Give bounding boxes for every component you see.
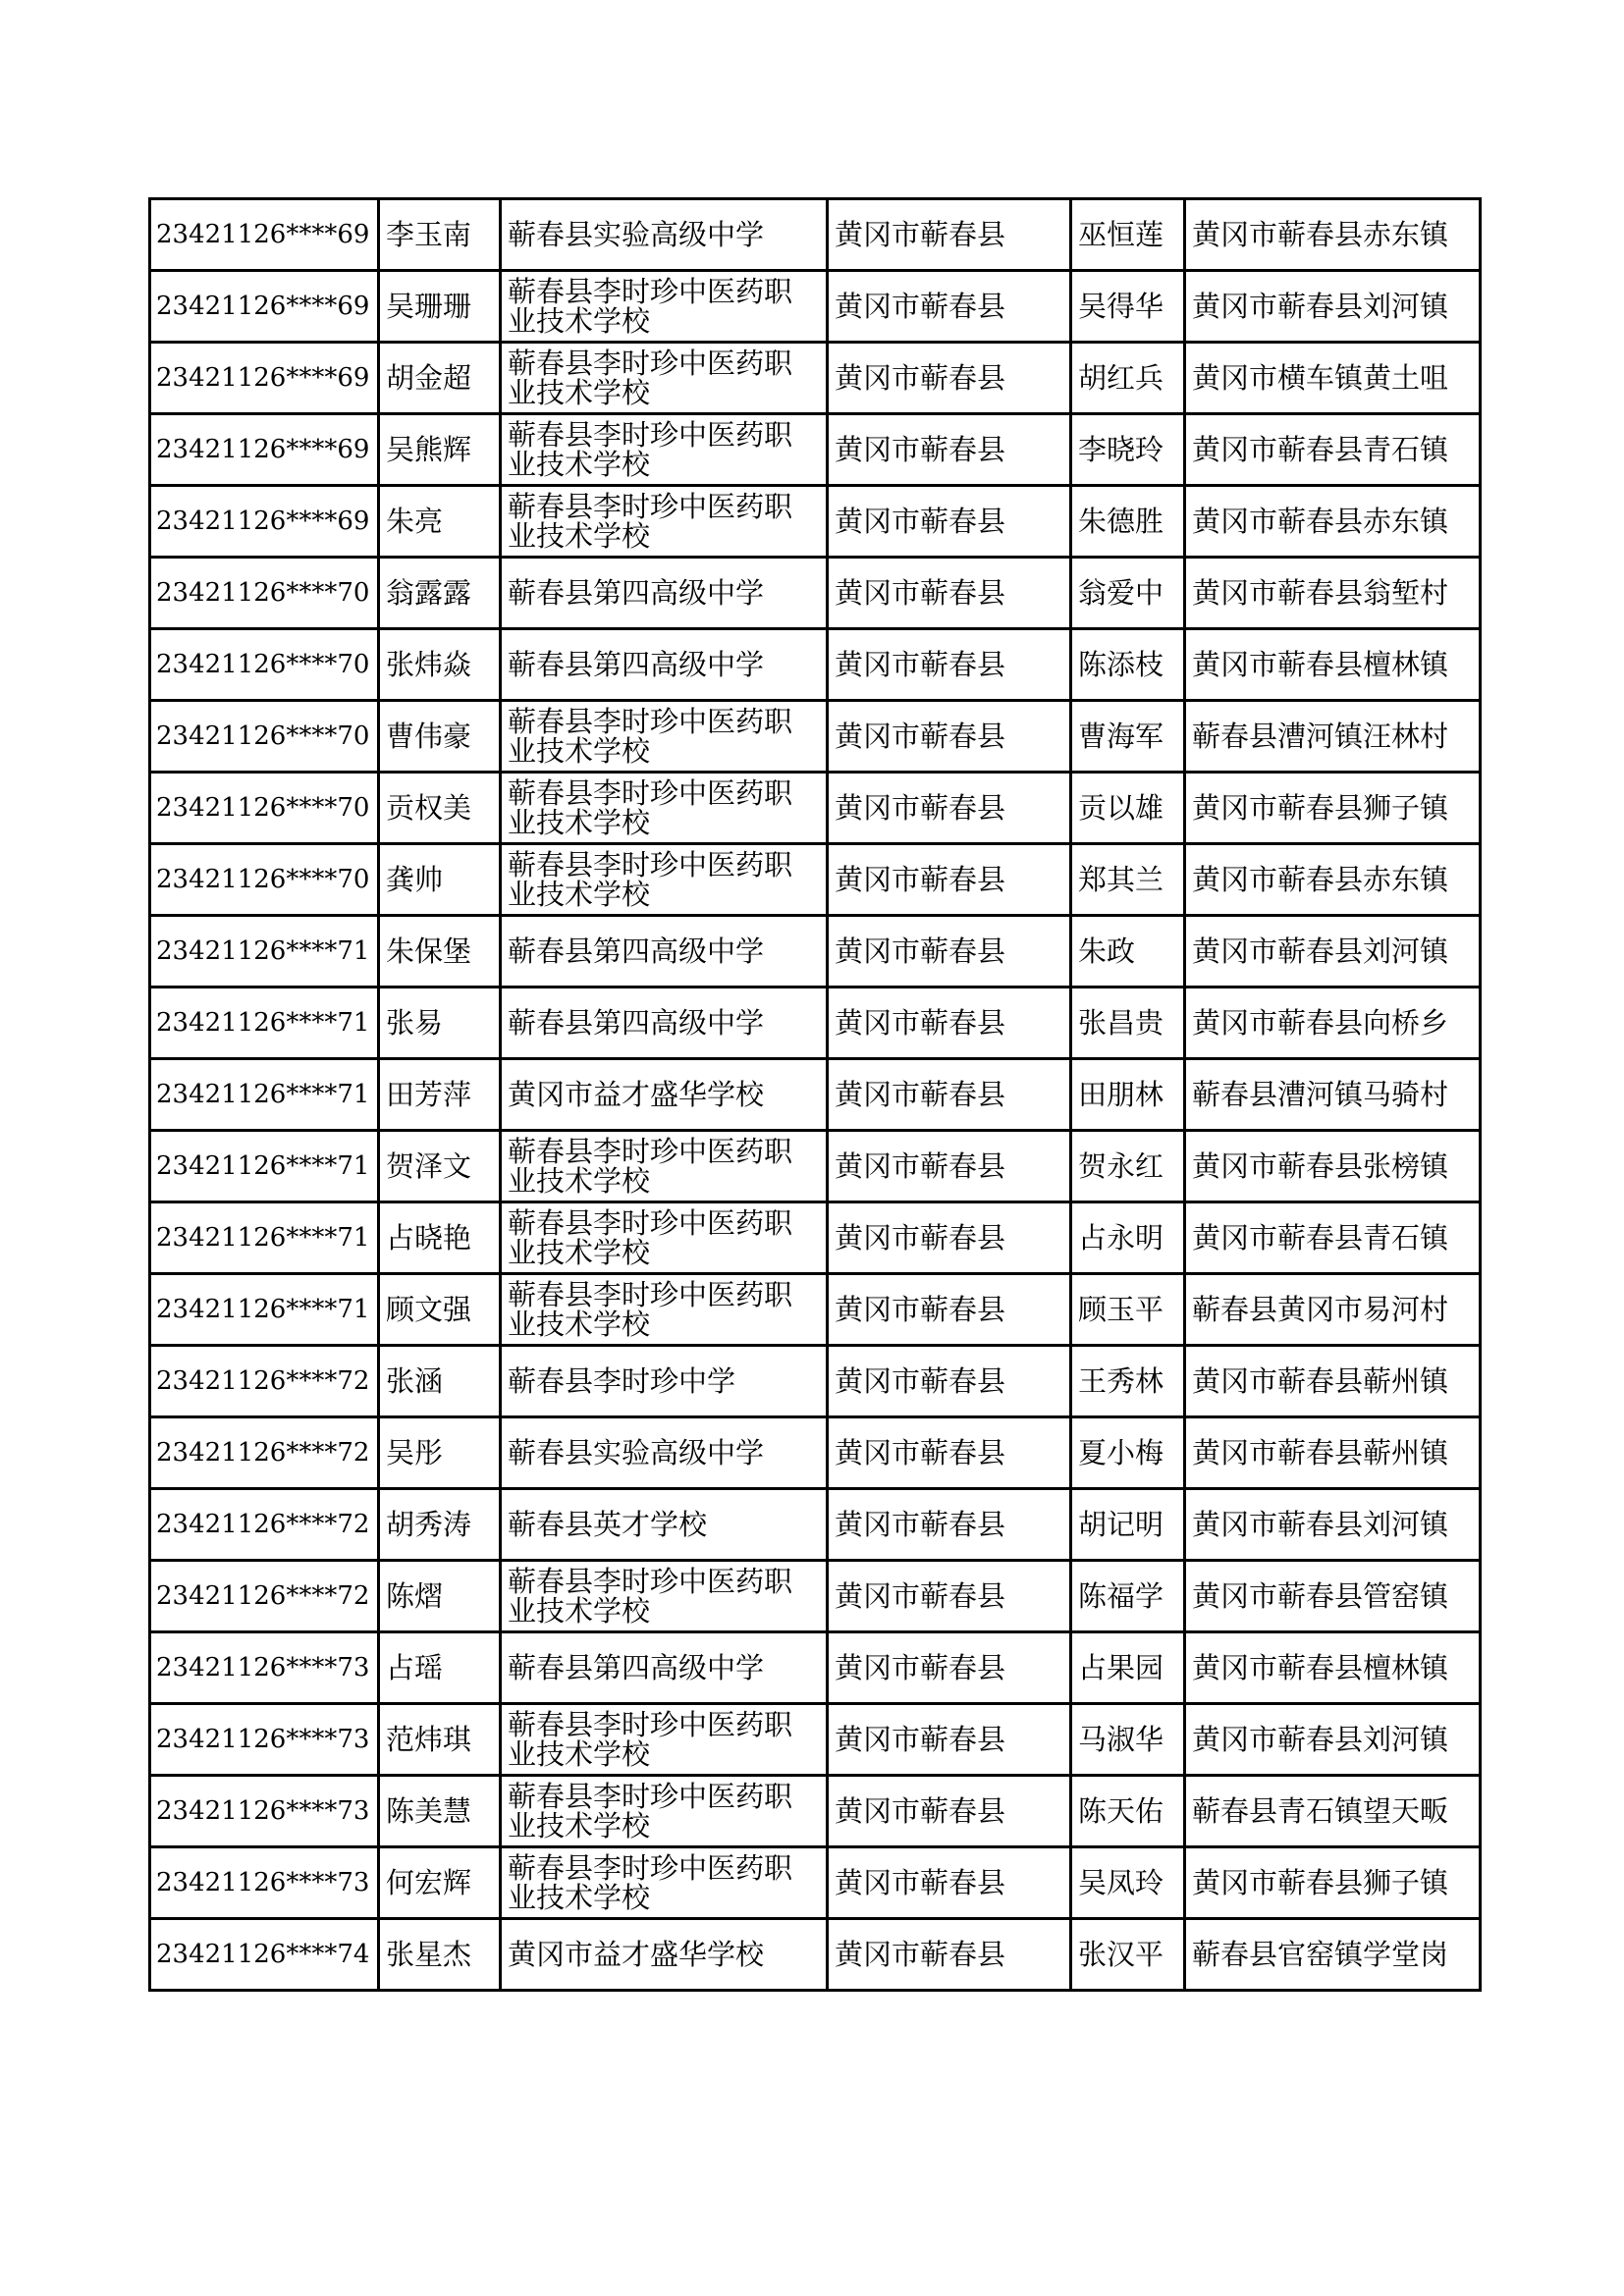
guardian-name-cell: 张昌贵 <box>1071 988 1185 1059</box>
address-cell: 黄冈市蕲春县檀林镇 <box>1185 1632 1481 1704</box>
registration-number-cell: 23421126****71 <box>150 1202 379 1274</box>
region-cell: 黄冈市蕲春县 <box>828 1704 1071 1776</box>
region-cell: 黄冈市蕲春县 <box>828 1776 1071 1847</box>
table-row <box>150 414 1481 486</box>
address-cell: 黄冈市蕲春县向桥乡 <box>1185 988 1481 1059</box>
table-row <box>150 1632 1481 1704</box>
region-cell: 黄冈市蕲春县 <box>828 1847 1071 1919</box>
student-name-cell: 吴珊珊 <box>379 271 501 343</box>
table-row <box>150 773 1481 844</box>
region-cell: 黄冈市蕲春县 <box>828 1131 1071 1202</box>
registration-number-cell: 23421126****72 <box>150 1346 379 1417</box>
address-cell: 黄冈市蕲春县刘河镇 <box>1185 271 1481 343</box>
guardian-name-cell: 巫恒莲 <box>1071 199 1185 271</box>
registration-number-cell: 23421126****69 <box>150 486 379 558</box>
school-cell: 蕲春县实验高级中学 <box>501 199 828 271</box>
registration-number-cell: 23421126****70 <box>150 629 379 701</box>
registration-number-cell: 23421126****73 <box>150 1704 379 1776</box>
region-cell: 黄冈市蕲春县 <box>828 199 1071 271</box>
table-row <box>150 486 1481 558</box>
region-cell: 黄冈市蕲春县 <box>828 988 1071 1059</box>
registration-number-cell: 23421126****69 <box>150 343 379 414</box>
student-name-cell: 陈熠 <box>379 1561 501 1632</box>
school-cell: 蕲春县李时珍中医药职业技术学校 <box>501 1847 828 1919</box>
student-name-cell: 贡权美 <box>379 773 501 844</box>
student-name-cell: 陈美慧 <box>379 1776 501 1847</box>
table-row <box>150 629 1481 701</box>
registration-number-cell: 23421126****73 <box>150 1847 379 1919</box>
student-name-cell: 吴彤 <box>379 1417 501 1489</box>
student-name-cell: 吴熊辉 <box>379 414 501 486</box>
region-cell: 黄冈市蕲春县 <box>828 1274 1071 1346</box>
registration-number-cell: 23421126****72 <box>150 1489 379 1561</box>
guardian-name-cell: 朱政 <box>1071 916 1185 988</box>
school-cell: 蕲春县李时珍中医药职业技术学校 <box>501 486 828 558</box>
guardian-name-cell: 田朋林 <box>1071 1059 1185 1131</box>
records-table-body <box>150 199 1481 1991</box>
school-cell: 蕲春县实验高级中学 <box>501 1417 828 1489</box>
address-cell: 黄冈市蕲春县檀林镇 <box>1185 629 1481 701</box>
address-cell: 黄冈市横车镇黄土咀 <box>1185 343 1481 414</box>
guardian-name-cell: 胡记明 <box>1071 1489 1185 1561</box>
student-name-cell: 张易 <box>379 988 501 1059</box>
guardian-name-cell: 曹海军 <box>1071 701 1185 773</box>
guardian-name-cell: 吴凤玲 <box>1071 1847 1185 1919</box>
student-name-cell: 张星杰 <box>379 1919 501 1991</box>
school-cell: 蕲春县李时珍中医药职业技术学校 <box>501 1561 828 1632</box>
guardian-name-cell: 吴得华 <box>1071 271 1185 343</box>
region-cell: 黄冈市蕲春县 <box>828 486 1071 558</box>
address-cell: 黄冈市蕲春县青石镇 <box>1185 1202 1481 1274</box>
registration-number-cell: 23421126****69 <box>150 199 379 271</box>
region-cell: 黄冈市蕲春县 <box>828 1346 1071 1417</box>
region-cell: 黄冈市蕲春县 <box>828 916 1071 988</box>
table-row <box>150 1417 1481 1489</box>
table-row <box>150 701 1481 773</box>
guardian-name-cell: 李晓玲 <box>1071 414 1185 486</box>
guardian-name-cell: 陈福学 <box>1071 1561 1185 1632</box>
table-row <box>150 844 1481 916</box>
registration-number-cell: 23421126****70 <box>150 558 379 629</box>
address-cell: 黄冈市蕲春县蕲州镇 <box>1185 1417 1481 1489</box>
school-cell: 蕲春县李时珍中医药职业技术学校 <box>501 343 828 414</box>
student-name-cell: 范炜琪 <box>379 1704 501 1776</box>
student-name-cell: 贺泽文 <box>379 1131 501 1202</box>
guardian-name-cell: 占永明 <box>1071 1202 1185 1274</box>
student-name-cell: 龚帅 <box>379 844 501 916</box>
guardian-name-cell: 郑其兰 <box>1071 844 1185 916</box>
table-row <box>150 1202 1481 1274</box>
address-cell: 黄冈市蕲春县青石镇 <box>1185 414 1481 486</box>
region-cell: 黄冈市蕲春县 <box>828 1632 1071 1704</box>
region-cell: 黄冈市蕲春县 <box>828 558 1071 629</box>
school-cell: 蕲春县李时珍中学 <box>501 1346 828 1417</box>
region-cell: 黄冈市蕲春县 <box>828 1059 1071 1131</box>
school-cell: 蕲春县第四高级中学 <box>501 988 828 1059</box>
address-cell: 黄冈市蕲春县刘河镇 <box>1185 1704 1481 1776</box>
table-row <box>150 199 1481 271</box>
school-cell: 蕲春县李时珍中医药职业技术学校 <box>501 1704 828 1776</box>
student-name-cell: 张炜焱 <box>379 629 501 701</box>
registration-number-cell: 23421126****70 <box>150 701 379 773</box>
registration-number-cell: 23421126****73 <box>150 1776 379 1847</box>
school-cell: 蕲春县李时珍中医药职业技术学校 <box>501 701 828 773</box>
school-cell: 黄冈市益才盛华学校 <box>501 1059 828 1131</box>
guardian-name-cell: 顾玉平 <box>1071 1274 1185 1346</box>
guardian-name-cell: 陈添枝 <box>1071 629 1185 701</box>
school-cell: 蕲春县李时珍中医药职业技术学校 <box>501 271 828 343</box>
student-name-cell: 朱保堡 <box>379 916 501 988</box>
school-cell: 蕲春县李时珍中医药职业技术学校 <box>501 1274 828 1346</box>
address-cell: 黄冈市蕲春县赤东镇 <box>1185 486 1481 558</box>
school-cell: 蕲春县第四高级中学 <box>501 558 828 629</box>
registration-number-cell: 23421126****69 <box>150 271 379 343</box>
table-row <box>150 988 1481 1059</box>
student-name-cell: 翁露露 <box>379 558 501 629</box>
table-row <box>150 1489 1481 1561</box>
table-row <box>150 1274 1481 1346</box>
guardian-name-cell: 王秀林 <box>1071 1346 1185 1417</box>
registration-number-cell: 23421126****74 <box>150 1919 379 1991</box>
student-name-cell: 朱亮 <box>379 486 501 558</box>
address-cell: 蕲春县漕河镇马骑村 <box>1185 1059 1481 1131</box>
address-cell: 黄冈市蕲春县赤东镇 <box>1185 844 1481 916</box>
records-table <box>148 197 1482 1992</box>
registration-number-cell: 23421126****73 <box>150 1632 379 1704</box>
school-cell: 蕲春县李时珍中医药职业技术学校 <box>501 773 828 844</box>
registration-number-cell: 23421126****70 <box>150 773 379 844</box>
guardian-name-cell: 胡红兵 <box>1071 343 1185 414</box>
region-cell: 黄冈市蕲春县 <box>828 343 1071 414</box>
school-cell: 蕲春县李时珍中医药职业技术学校 <box>501 1131 828 1202</box>
address-cell: 蕲春县官窑镇学堂岗 <box>1185 1919 1481 1991</box>
student-name-cell: 何宏辉 <box>379 1847 501 1919</box>
school-cell: 蕲春县李时珍中医药职业技术学校 <box>501 1202 828 1274</box>
guardian-name-cell: 马淑华 <box>1071 1704 1185 1776</box>
student-name-cell: 胡秀涛 <box>379 1489 501 1561</box>
table-row <box>150 916 1481 988</box>
table-row <box>150 1776 1481 1847</box>
guardian-name-cell: 贡以雄 <box>1071 773 1185 844</box>
registration-number-cell: 23421126****72 <box>150 1561 379 1632</box>
table-row <box>150 1346 1481 1417</box>
student-name-cell: 胡金超 <box>379 343 501 414</box>
region-cell: 黄冈市蕲春县 <box>828 1417 1071 1489</box>
address-cell: 黄冈市蕲春县管窑镇 <box>1185 1561 1481 1632</box>
address-cell: 黄冈市蕲春县狮子镇 <box>1185 773 1481 844</box>
table-row <box>150 1131 1481 1202</box>
table-row <box>150 343 1481 414</box>
guardian-name-cell: 朱德胜 <box>1071 486 1185 558</box>
region-cell: 黄冈市蕲春县 <box>828 414 1071 486</box>
region-cell: 黄冈市蕲春县 <box>828 271 1071 343</box>
guardian-name-cell: 占果园 <box>1071 1632 1185 1704</box>
school-cell: 蕲春县英才学校 <box>501 1489 828 1561</box>
student-name-cell: 曹伟豪 <box>379 701 501 773</box>
school-cell: 蕲春县李时珍中医药职业技术学校 <box>501 414 828 486</box>
region-cell: 黄冈市蕲春县 <box>828 629 1071 701</box>
address-cell: 黄冈市蕲春县张榜镇 <box>1185 1131 1481 1202</box>
table-row <box>150 271 1481 343</box>
guardian-name-cell: 翁爱中 <box>1071 558 1185 629</box>
address-cell: 蕲春县黄冈市易河村 <box>1185 1274 1481 1346</box>
region-cell: 黄冈市蕲春县 <box>828 1489 1071 1561</box>
registration-number-cell: 23421126****72 <box>150 1417 379 1489</box>
student-name-cell: 田芳萍 <box>379 1059 501 1131</box>
region-cell: 黄冈市蕲春县 <box>828 1202 1071 1274</box>
table-row <box>150 1847 1481 1919</box>
student-name-cell: 占瑶 <box>379 1632 501 1704</box>
address-cell: 黄冈市蕲春县翁堑村 <box>1185 558 1481 629</box>
student-name-cell: 李玉南 <box>379 199 501 271</box>
registration-number-cell: 23421126****71 <box>150 1274 379 1346</box>
table-row <box>150 1561 1481 1632</box>
registration-number-cell: 23421126****71 <box>150 988 379 1059</box>
address-cell: 黄冈市蕲春县刘河镇 <box>1185 1489 1481 1561</box>
table-row <box>150 1704 1481 1776</box>
region-cell: 黄冈市蕲春县 <box>828 844 1071 916</box>
guardian-name-cell: 贺永红 <box>1071 1131 1185 1202</box>
student-name-cell: 张涵 <box>379 1346 501 1417</box>
school-cell: 蕲春县第四高级中学 <box>501 1632 828 1704</box>
school-cell: 蕲春县第四高级中学 <box>501 916 828 988</box>
address-cell: 蕲春县青石镇望天畈 <box>1185 1776 1481 1847</box>
address-cell: 黄冈市蕲春县狮子镇 <box>1185 1847 1481 1919</box>
table-row <box>150 1059 1481 1131</box>
registration-number-cell: 23421126****71 <box>150 1131 379 1202</box>
address-cell: 黄冈市蕲春县赤东镇 <box>1185 199 1481 271</box>
table-row <box>150 1919 1481 1991</box>
table-row <box>150 558 1481 629</box>
school-cell: 蕲春县李时珍中医药职业技术学校 <box>501 844 828 916</box>
school-cell: 蕲春县李时珍中医药职业技术学校 <box>501 1776 828 1847</box>
registration-number-cell: 23421126****69 <box>150 414 379 486</box>
registration-number-cell: 23421126****70 <box>150 844 379 916</box>
guardian-name-cell: 夏小梅 <box>1071 1417 1185 1489</box>
student-name-cell: 占晓艳 <box>379 1202 501 1274</box>
guardian-name-cell: 张汉平 <box>1071 1919 1185 1991</box>
region-cell: 黄冈市蕲春县 <box>828 1919 1071 1991</box>
guardian-name-cell: 陈天佑 <box>1071 1776 1185 1847</box>
school-cell: 蕲春县第四高级中学 <box>501 629 828 701</box>
student-name-cell: 顾文强 <box>379 1274 501 1346</box>
school-cell: 黄冈市益才盛华学校 <box>501 1919 828 1991</box>
region-cell: 黄冈市蕲春县 <box>828 773 1071 844</box>
address-cell: 黄冈市蕲春县蕲州镇 <box>1185 1346 1481 1417</box>
address-cell: 蕲春县漕河镇汪林村 <box>1185 701 1481 773</box>
address-cell: 黄冈市蕲春县刘河镇 <box>1185 916 1481 988</box>
region-cell: 黄冈市蕲春县 <box>828 1561 1071 1632</box>
region-cell: 黄冈市蕲春县 <box>828 701 1071 773</box>
registration-number-cell: 23421126****71 <box>150 916 379 988</box>
registration-number-cell: 23421126****71 <box>150 1059 379 1131</box>
